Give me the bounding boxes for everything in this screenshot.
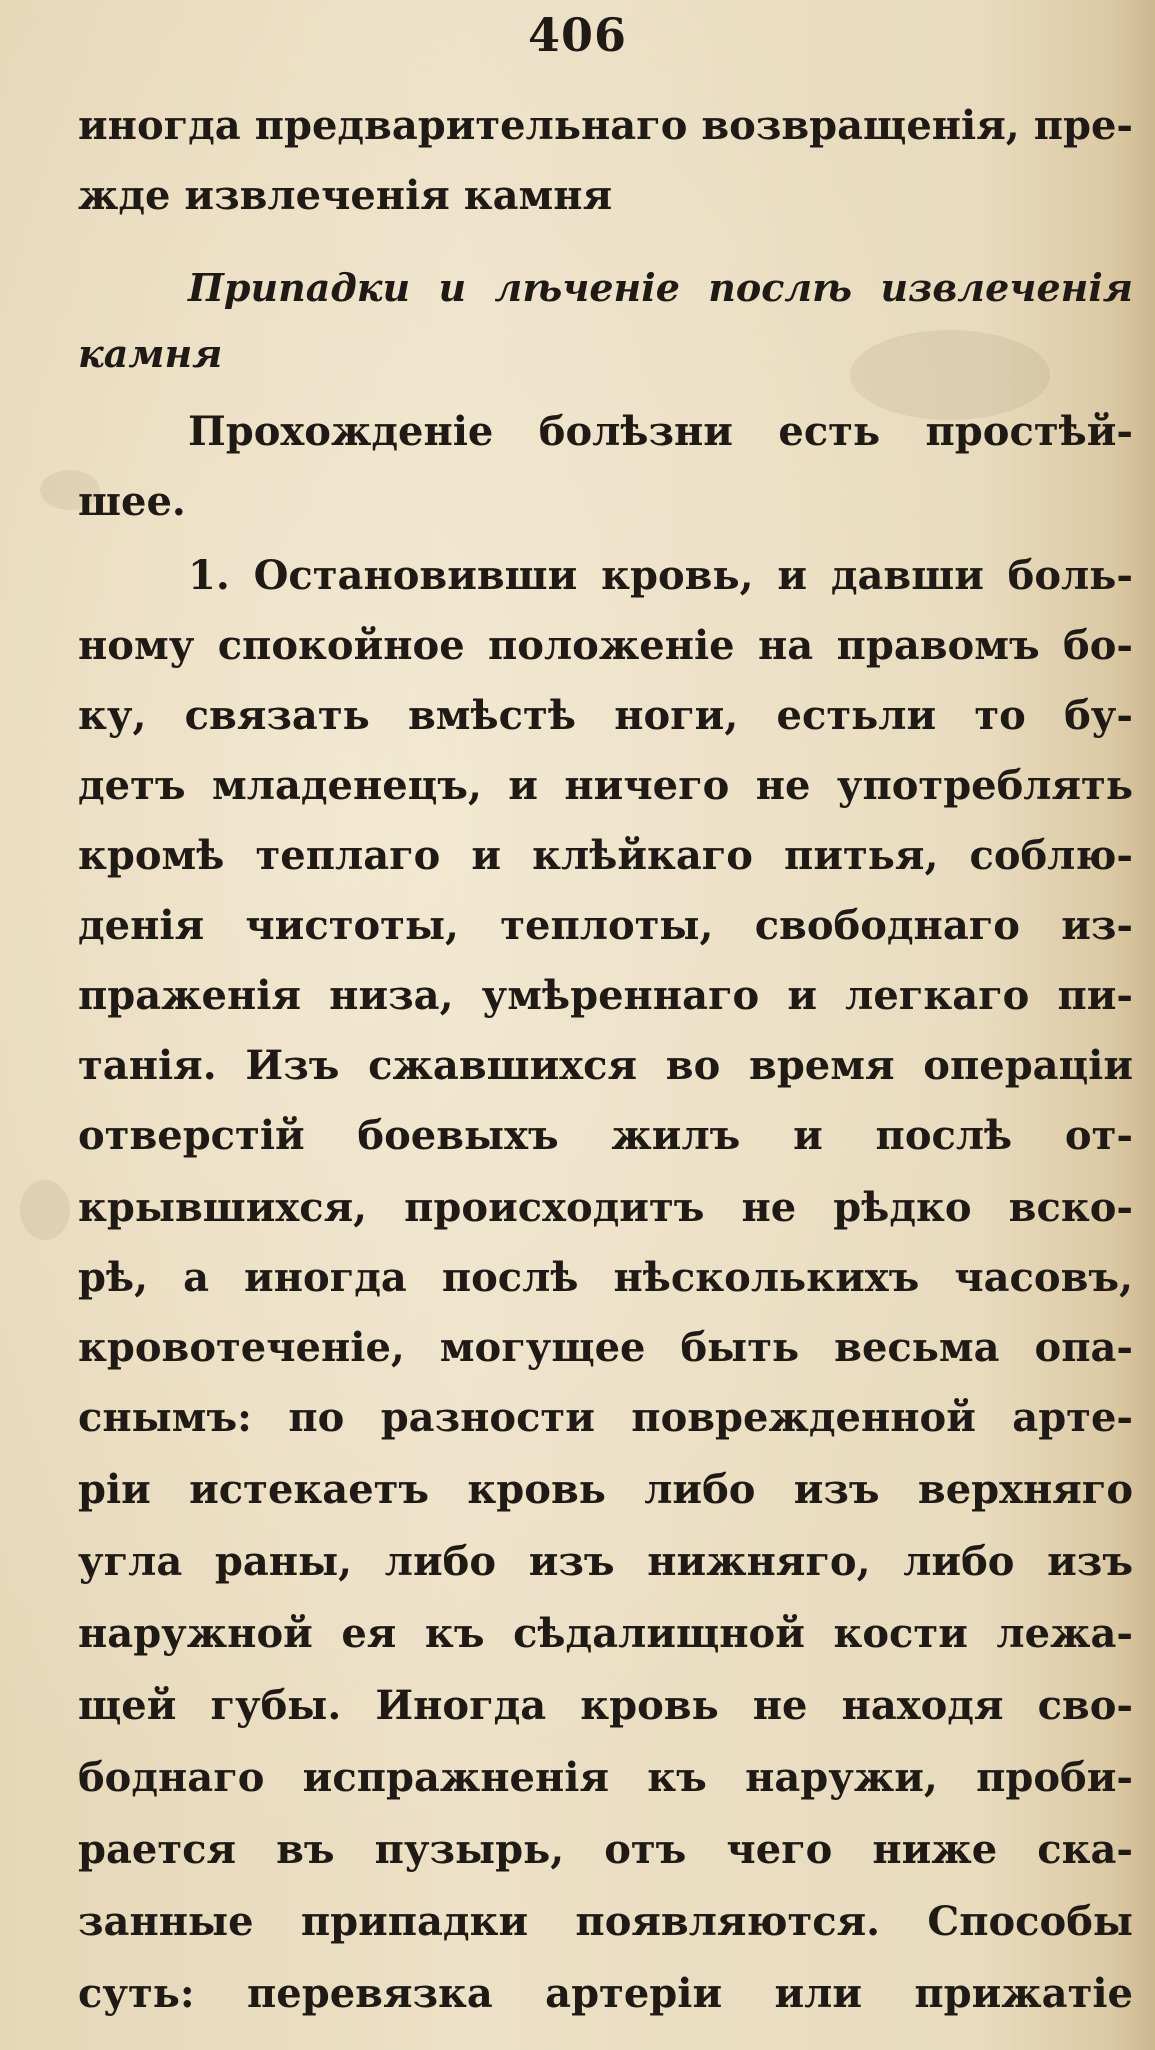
section-heading: камня [78, 331, 223, 376]
text-line: суть: перевязка артеріи или прижатіе [78, 1970, 1133, 2017]
text-line: ку, связать вмѣстѣ ноги, естьли то бу- [78, 692, 1133, 739]
text-line: ному спокойное положеніе на правомъ бо- [78, 622, 1133, 669]
text-line: жде извлеченія камня [78, 172, 613, 219]
text-line: снымъ: по разности поврежденной арте- [78, 1394, 1133, 1441]
text-line: праженія низа, умѣреннаго и легкаго пи- [78, 972, 1133, 1019]
text-line: кровотеченіе, могущее быть весьма опа- [78, 1324, 1133, 1371]
text-line: иногда предварительнаго возвращенія, пре- [78, 102, 1133, 149]
text-line: 1. Остановивши кровь, и давши боль- [188, 552, 1133, 599]
text-line: рается въ пузырь, отъ чего ниже ска- [78, 1826, 1133, 1873]
text-line: Прохожденіе болѣзни есть простѣй- [188, 408, 1133, 455]
text-line: кромѣ теплаго и клѣйкаго питья, соблю- [78, 832, 1133, 879]
text-line: щей губы. Иногда кровь не находя сво- [78, 1682, 1133, 1729]
text-line: денія чистоты, теплоты, свободнаго из- [78, 902, 1133, 949]
text-line: танія. Изъ сжавшихся во время операціи [78, 1042, 1133, 1089]
text-line: наружной ея къ сѣдалищной кости лежа- [78, 1610, 1133, 1657]
text-line: крывшихся, происходитъ не рѣдко вско- [78, 1184, 1133, 1231]
page-number: 406 [527, 8, 628, 62]
text-line: детъ младенецъ, и ничего не употреблять [78, 762, 1133, 809]
text-line: рѣ, а иногда послѣ нѣсколькихъ часовъ, [78, 1254, 1133, 1301]
section-heading: Припадки и лѣченіе послѣ извлеченія [188, 265, 1133, 310]
text-line: шее. [78, 478, 186, 525]
text-line: угла раны, либо изъ нижняго, либо изъ [78, 1538, 1133, 1585]
text-line: занные припадки появляются. Способы [78, 1898, 1133, 1945]
text-line: ріи истекаетъ кровь либо изъ верхняго [78, 1466, 1133, 1513]
text-line: отверстій боевыхъ жилъ и послѣ от- [78, 1112, 1133, 1159]
text-line: боднаго испражненія къ наружи, проби- [78, 1754, 1133, 1801]
paper-stain [20, 1180, 70, 1240]
